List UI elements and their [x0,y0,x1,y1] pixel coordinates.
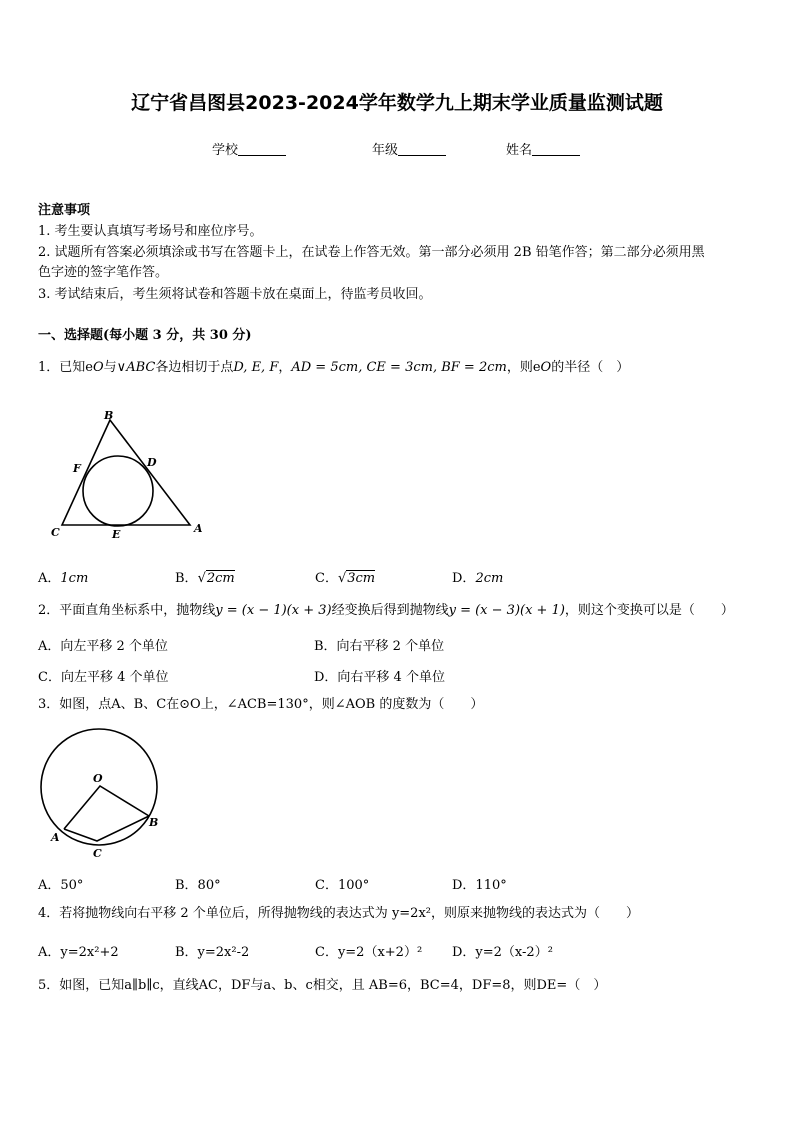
note-item: 1. 考生要认真填写考场号和座位序号。 [38,224,263,239]
q4-option-a[interactable]: A．y=2x²+2 [38,945,119,960]
question-5-stem: 5．如图，已知a∥b∥c，直线AC，DF与a、b、c相交，且 AB=6，BC=4，DF=8，则DE=（ ） [38,978,607,993]
label-d: D [147,456,157,469]
q3-option-c[interactable]: C．100° [315,878,370,893]
label-a: A [194,522,203,535]
incircle [83,456,153,526]
school-blank[interactable] [238,143,286,156]
circle-aob-figure [38,728,168,863]
question-3-stem: 3．如图，点A、B、C在⊙O上，∠ACB=130°，则∠AOB 的度数为（ ） [38,697,484,712]
label-b: B [104,409,114,422]
q3-option-a[interactable]: A．50° [38,878,84,893]
q2-option-c[interactable]: C．向左平移 4 个单位 [38,670,169,685]
chords-ac-cb [64,816,149,841]
q1-option-c[interactable]: C．√3cm [315,571,376,586]
note-item: 3. 考试结束后，考生须将试卷和答题卡放在桌面上，待监考员收回。 [38,287,432,302]
section-heading: 一、选择题(每小题 3 分，共 30 分) [38,328,252,343]
notes-heading: 注意事项 [38,203,91,218]
q3-option-b[interactable]: B．80° [175,878,221,893]
triangle-abc [62,420,190,525]
q1-option-b[interactable]: B．√2cm [175,571,235,586]
question-2-stem: 2．平面直角坐标系中，抛物线y = (x − 1)(x + 3)经变换后得到抛物线y = (x − 3)(x + 1)，则这个变换可以是（ ） [38,603,734,618]
label-b: B [149,816,159,829]
q4-option-b[interactable]: B．y=2x²-2 [175,945,250,960]
page-title: 辽宁省昌图县2023-2024学年数学九上期末学业质量监测试题 [131,92,663,114]
label-a: A [51,831,60,844]
school-label: 学校 [212,143,239,158]
grade-field [372,139,446,158]
label-e: E [112,528,121,541]
label-c: C [93,847,102,860]
question-4-stem: 4．若将抛物线向右平移 2 个单位后，所得抛物线的表达式为 y=2x²，则原来抛物线的表达式为（ ） [38,906,639,921]
q2-option-a[interactable]: A．向左平移 2 个单位 [38,639,168,654]
q4-option-c[interactable]: C．y=2（x+2）² [315,945,423,960]
school-field [212,139,286,158]
q2-option-b[interactable]: B．向右平移 2 个单位 [314,639,445,654]
note-item: 2. 试题所有答案必须填涂或书写在答题卡上，在试卷上作答无效。第一部分必须用 2B 铅笔作答；第二部分必须用黑 [38,245,705,260]
q4-option-d[interactable]: D．y=2（x-2）² [452,945,553,960]
label-f: F [73,462,81,475]
triangle-incircle-figure [48,405,208,545]
q3-option-d[interactable]: D．110° [452,878,507,893]
name-blank[interactable] [532,143,580,156]
q2-option-d[interactable]: D．向右平移 4 个单位 [314,670,445,685]
name-label: 姓名 [506,143,533,158]
question-1-stem: 1．已知eO与∨ABC各边相切于点D, E, F，AD = 5cm, CE = 3cm, BF = 2cm，则eO的半径（ ） [38,360,630,375]
grade-label: 年级 [372,143,399,158]
q1-option-a[interactable]: A．1cm [38,571,89,586]
name-field [506,139,580,158]
note-item: 色字迹的签字笔作答。 [38,265,169,280]
label-o: O [93,772,103,785]
grade-blank[interactable] [398,143,446,156]
q1-option-d[interactable]: D．2cm [452,571,504,586]
label-c: C [51,526,60,539]
